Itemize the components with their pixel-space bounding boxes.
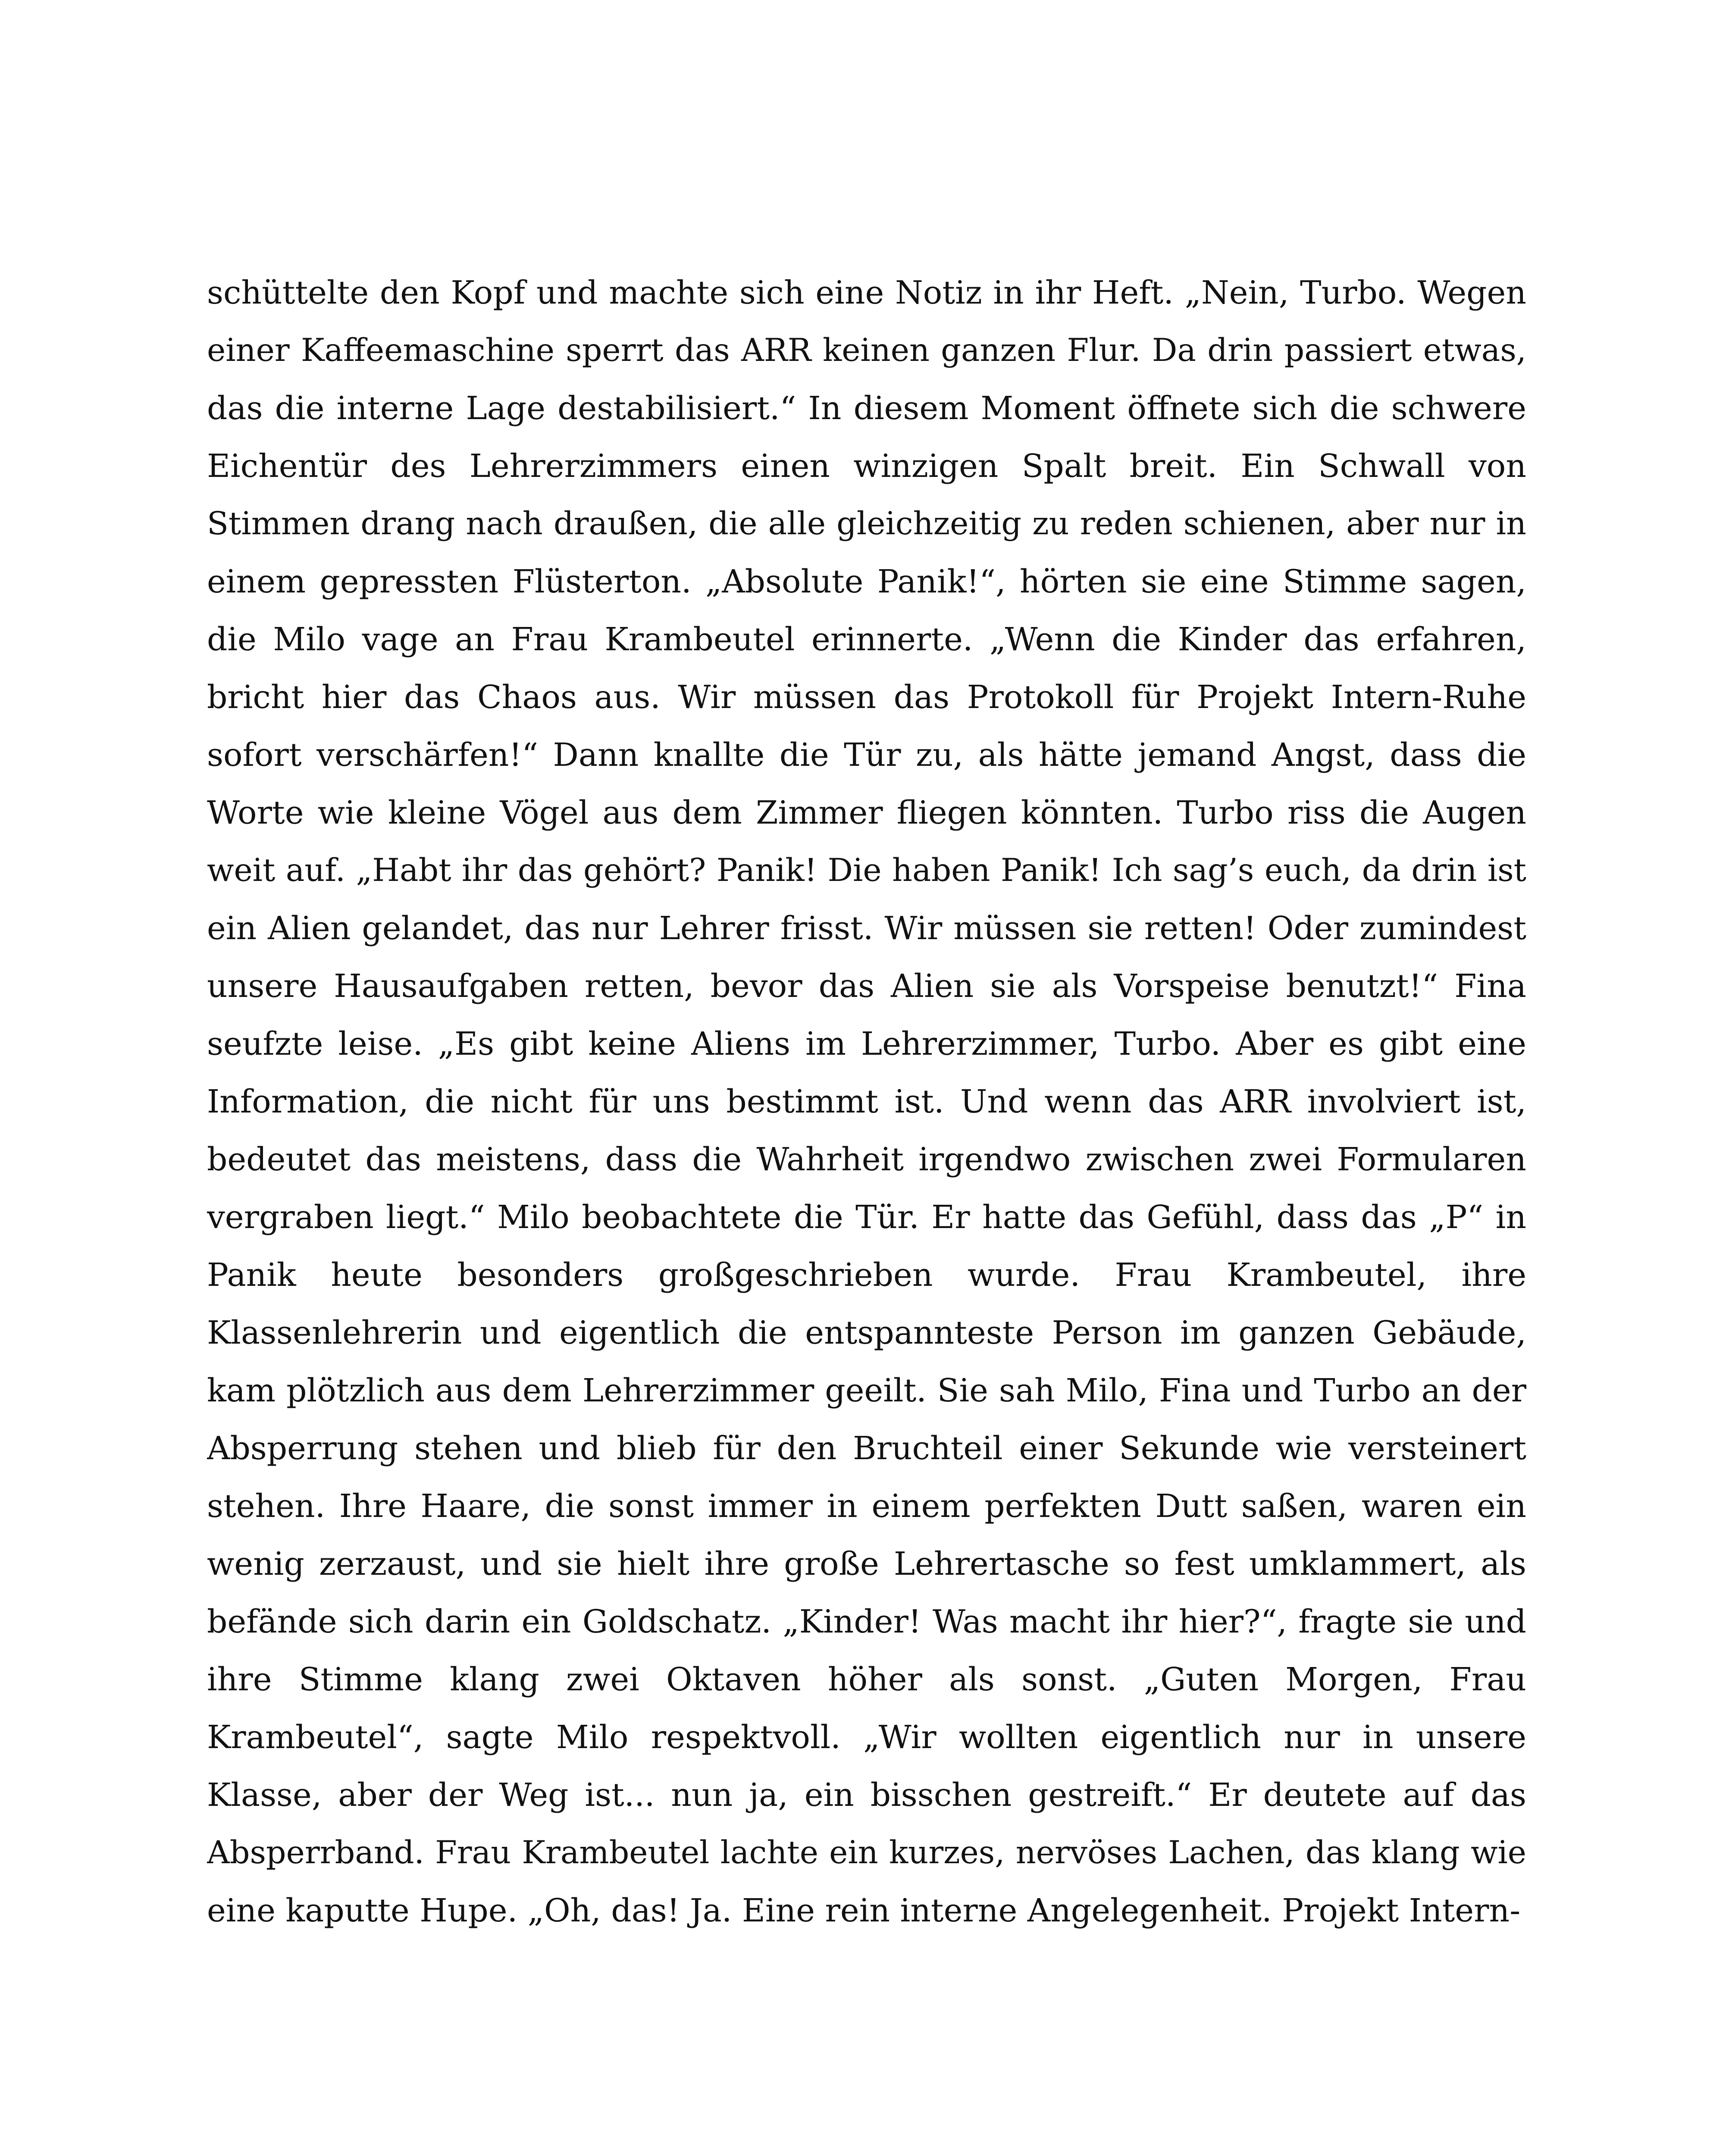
text-line: Klasse, aber der Weg ist... nun ja, ein bisschen gestreift.“ Er deutete auf das [207,1777,1526,1814]
text-line: vergraben liegt.“ Milo beobachtete die Tür. Er hatte das Gefühl, dass das „P“ in [207,1199,1526,1236]
text-line: Eichentür des Lehrerzimmers einen winzigen Spalt breit. Ein Schwall von [207,448,1526,485]
text-line: Stimmen drang nach draußen, die alle gleichzeitig zu reden schienen, aber nur in [207,505,1526,542]
text-line: Panik heute besonders großgeschrieben wurde. Frau Krambeutel, ihre [207,1257,1526,1294]
text-line: bedeutet das meistens, dass die Wahrheit irgendwo zwischen zwei Formularen [207,1141,1526,1178]
text-line: Krambeutel“, sagte Milo respektvoll. „Wir wollten eigentlich nur in unsere [207,1719,1526,1756]
body-text [207,264,1526,1940]
text-line: Worte wie kleine Vögel aus dem Zimmer fliegen könnten. Turbo riss die Augen [207,794,1526,831]
text-line: Information, die nicht für uns bestimmt ist. Und wenn das ARR involviert ist, [207,1083,1526,1120]
text-line: eine kaputte Hupe. „Oh, das! Ja. Eine rein interne Angelegenheit. Projekt Intern- [207,1892,1521,1929]
text-line: die Milo vage an Frau Krambeutel erinnerte. „Wenn die Kinder das erfahren, [207,621,1526,658]
text-line: bricht hier das Chaos aus. Wir müssen das Protokoll für Projekt Intern-Ruhe [207,679,1526,716]
text-line: ihre Stimme klang zwei Oktaven höher als sonst. „Guten Morgen, Frau [207,1661,1526,1698]
text-line: sofort verschärfen!“ Dann knallte die Tür zu, als hätte jemand Angst, dass die [207,736,1526,774]
text-line: das die interne Lage destabilisiert.“ In diesem Moment öffnete sich die schwere [207,390,1526,427]
text-line: stehen. Ihre Haare, die sonst immer in einem perfekten Dutt saßen, waren ein [207,1488,1526,1525]
text-line: seufzte leise. „Es gibt keine Aliens im Lehrerzimmer, Turbo. Aber es gibt eine [207,1025,1526,1062]
text-line: weit auf. „Habt ihr das gehört? Panik! Die haben Panik! Ich sag’s euch, da drin ist [207,852,1526,889]
text-line: einer Kaffeemaschine sperrt das ARR keinen ganzen Flur. Da drin passiert etwas, [207,332,1526,369]
text-line: befände sich darin ein Goldschatz. „Kinder! Was macht ihr hier?“, fragte sie und [207,1603,1526,1640]
text-line: unsere Hausaufgaben retten, bevor das Alien sie als Vorspeise benutzt!“ Fina [207,968,1526,1005]
text-line: Absperrband. Frau Krambeutel lachte ein kurzes, nervöses Lachen, das klang wie [207,1834,1526,1871]
text-line: kam plötzlich aus dem Lehrerzimmer geeilt. Sie sah Milo, Fina und Turbo an der [207,1372,1526,1409]
text-line: Klassenlehrerin und eigentlich die entspannteste Person im ganzen Gebäude, [207,1314,1526,1351]
text-line: wenig zerzaust, und sie hielt ihre große Lehrertasche so fest umklammert, als [207,1545,1526,1583]
text-line: einem gepressten Flüsterton. „Absolute Panik!“, hörten sie eine Stimme sagen, [207,563,1526,600]
text-line: ein Alien gelandet, das nur Lehrer frisst. Wir müssen sie retten! Oder zumindest [207,910,1526,947]
text-line: Absperrung stehen und blieb für den Bruchteil einer Sekunde wie versteinert [207,1430,1526,1467]
text-line: schüttelte den Kopf und machte sich eine Notiz in ihr Heft. „Nein, Turbo. Wegen [207,274,1526,311]
